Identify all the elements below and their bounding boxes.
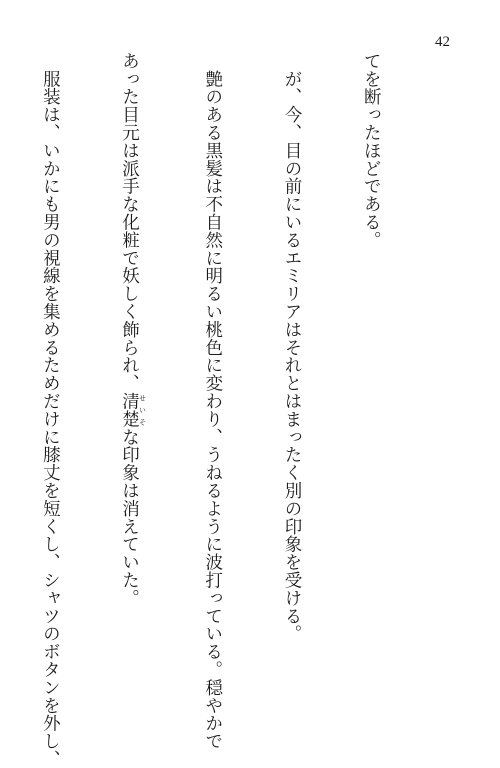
text-line: が、今、目の前にいるエミリアはそれとはまったく別の印象を受ける。 <box>281 52 302 643</box>
text-line: 艶のある黒髪は不自然に明るい桃色に変わり、うねるように波打っている。穏やかで <box>202 52 223 751</box>
ruby-text: せいそ <box>138 392 147 428</box>
ruby-seiso: 清楚 せいそ <box>119 392 147 428</box>
text-line: あった目元は派手な化粧で妖しく飾られ、清楚 せいそな印象は消えていた。 <box>119 52 147 607</box>
page-number: 42 <box>435 34 450 50</box>
vertical-text-body <box>0 52 437 768</box>
text-line: てを断ったほどである。 <box>361 52 382 249</box>
text-line: 服装は、いかにも男の視線を集めるためだけに膝丈を短くし、シャツのボタンを外し、 <box>40 52 61 768</box>
